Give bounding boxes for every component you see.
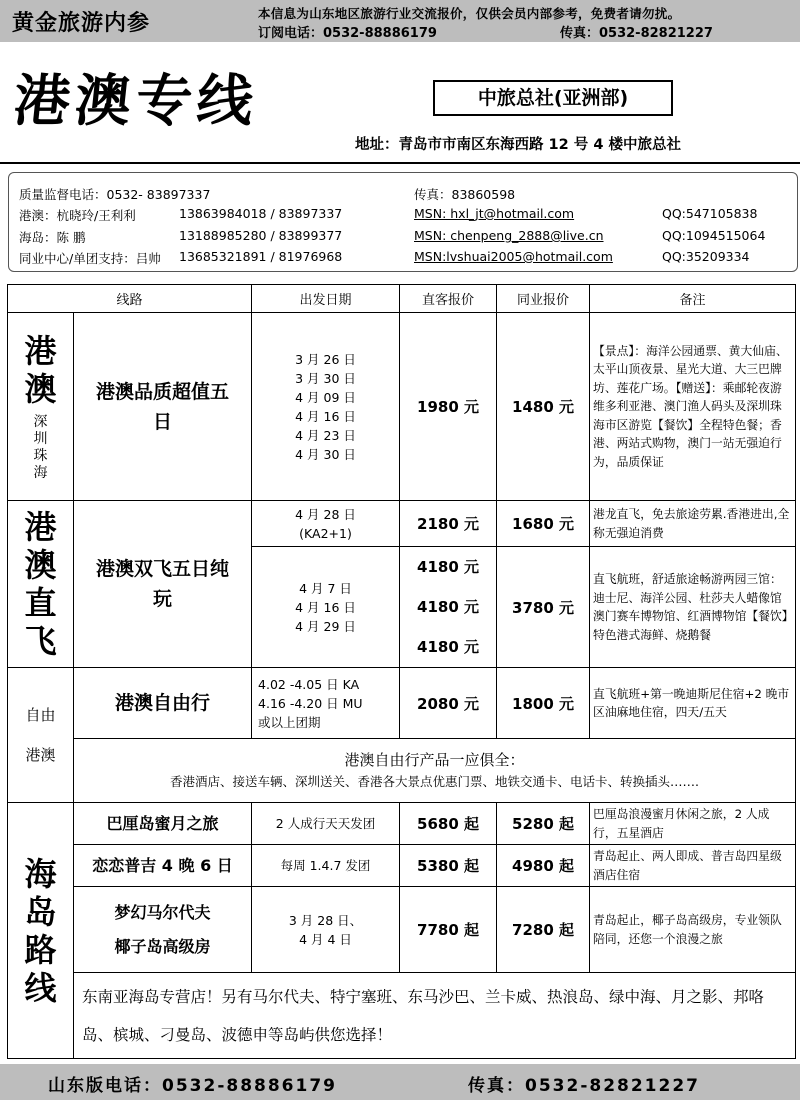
product-name: 港澳双飞五日纯玩 xyxy=(74,501,252,668)
contact-label: 港澳：杭晓玲/王利利 xyxy=(19,208,136,223)
table-row xyxy=(8,668,796,739)
table-header-row xyxy=(8,285,796,313)
header-direct-price: 直客报价 xyxy=(400,285,497,313)
product-name: 港澳自由行 xyxy=(74,668,252,739)
free-travel-summary: 港澳自由行产品一应俱全： 香港酒店、接送车辆、深圳送关、香港各大景点优惠门票、地铁交通卡、电话卡、转换插头……. xyxy=(74,739,796,803)
trade-price: 1480 元 xyxy=(497,313,590,501)
section-flight: 港澳直飞 xyxy=(8,501,74,668)
table-row xyxy=(8,501,796,547)
product-name: 恋恋普吉 4 晚 6 日 xyxy=(74,845,252,887)
section-hk-sub: 深圳珠海 xyxy=(33,413,48,481)
product-name: 巴厘岛蜜月之旅 xyxy=(74,803,252,845)
island-promo: 东南亚海岛专营店！另有马尔代夫、特宁塞班、东马沙巴、兰卡威、热浪岛、绿中海、月之影、邦咯岛、槟城、刁曼岛、波德申等岛屿供您选择！ xyxy=(74,973,796,1059)
order-phone: 订阅电话：0532-88886179 xyxy=(258,26,437,41)
header-date: 出发日期 xyxy=(252,285,400,313)
top-header-bar xyxy=(0,0,800,42)
departure-dates: 3 月 28 日、 4 月 4 日 xyxy=(252,887,400,973)
header-route: 线路 xyxy=(8,285,252,313)
trade-price: 1800 元 xyxy=(497,668,590,739)
table-row xyxy=(8,739,796,803)
header-notes: 备注 xyxy=(590,285,796,313)
disclaimer-text: 本信息为山东地区旅游行业交流报价，仅供会员内部参考，免费者请勿扰。 xyxy=(258,6,681,21)
departure-dates: 4 月 28 日 (KA2+1) xyxy=(252,501,400,547)
departure-dates: 4 月 7 日 4 月 16 日 4 月 29 日 xyxy=(252,547,400,668)
departure-dates: 4.02 -4.05 日 KA 4.16 -4.20 日 MU 或以上团期 xyxy=(252,668,400,739)
footer-phone: 山东版电话：0532-88886179 xyxy=(48,1076,337,1096)
header-fax: 传真：0532-82821227 xyxy=(560,26,713,41)
direct-price: 2180 元 xyxy=(400,501,497,547)
direct-price: 7780 起 xyxy=(400,887,497,973)
contact-msn[interactable]: MSN: hxl_jt@hotmail.com xyxy=(414,206,575,221)
notes: 【景点】：海洋公园通票、黄大仙庙、太平山顶夜景、星光大道、大三巴牌坊、莲花广场。【赠送】：乘邮轮夜游维多利亚港、澳门渔人码头及深圳珠海市区游览【餐饮】全程特色餐；香港、两站式购物，澳门一站无强迫行为，品质保证 xyxy=(590,313,796,501)
contact-phone: 13188985280 / 83899377 xyxy=(179,228,343,243)
notes: 青岛起止，椰子岛高级房，专业领队陪同，还您一个浪漫之旅 xyxy=(590,887,796,973)
section-island: 海岛路线 xyxy=(8,803,74,1059)
direct-price: 4180 元 4180 元 4180 元 xyxy=(400,547,497,668)
trade-price: 1680 元 xyxy=(497,501,590,547)
departure-dates: 2 人成行天天发团 xyxy=(252,803,400,845)
agency-name: 中旅总社(亚洲部) xyxy=(433,80,673,116)
notes: 直飞航班+第一晚迪斯尼住宿+2 晚市区油麻地住宿，四天/五天 xyxy=(590,668,796,739)
notes: 直飞航班，舒适旅途畅游两园三馆：迪士尼、海洋公园、杜莎夫人蜡像馆澳门赛车博物馆、红酒博物馆【餐饮】特色港式海鲜、烧鹅餐 xyxy=(590,547,796,668)
direct-price: 5380 起 xyxy=(400,845,497,887)
page-title: 港澳专线 xyxy=(10,68,262,134)
contacts-box xyxy=(8,172,798,272)
table-row xyxy=(8,313,796,501)
notes: 巴厘岛浪漫蜜月休闲之旅，2 人成行，五星酒店 xyxy=(590,803,796,845)
footer-fax: 传真：0532-82821227 xyxy=(468,1076,700,1096)
direct-price: 5680 起 xyxy=(400,803,497,845)
trade-price: 4980 起 xyxy=(497,845,590,887)
contact-phone: 13685321891 / 81976968 xyxy=(179,249,343,264)
section-hk: 港澳 深圳珠海 xyxy=(8,313,74,501)
divider xyxy=(0,162,800,164)
trade-price: 3780 元 xyxy=(497,547,590,668)
section-free: 自由 港澳 xyxy=(8,668,74,803)
table-row xyxy=(8,803,796,845)
contact-qq: QQ:35209334 xyxy=(662,249,750,264)
contact-qq: QQ:547105838 xyxy=(662,206,758,221)
price-table xyxy=(7,284,796,1059)
departure-dates: 3 月 26 日 3 月 30 日 4 月 09 日 4 月 16 日 4 月 23 日 4 月 30 日 xyxy=(252,313,400,501)
notes: 港龙直飞，免去旅途劳累.香港进出,全称无强迫消费 xyxy=(590,501,796,547)
trade-price: 5280 起 xyxy=(497,803,590,845)
direct-price: 1980 元 xyxy=(400,313,497,501)
product-name: 梦幻马尔代夫 椰子岛高级房 xyxy=(74,887,252,973)
footer-bar xyxy=(0,1064,800,1100)
contact-msn[interactable]: MSN: chenpeng_2888@live.cn xyxy=(414,228,604,243)
contacts-fax: 传真：83860598 xyxy=(414,187,516,202)
header-trade-price: 同业报价 xyxy=(497,285,590,313)
trade-price: 7280 起 xyxy=(497,887,590,973)
brand-title: 黄金旅游内参 xyxy=(12,11,151,36)
quality-phone: 质量监督电话：0532- 83897337 xyxy=(19,187,211,202)
contact-label: 同业中心/单团支持：吕帅 xyxy=(19,251,161,266)
product-name: 港澳品质超值五日 xyxy=(74,313,252,501)
departure-dates: 每周 1.4.7 发团 xyxy=(252,845,400,887)
table-row xyxy=(8,845,796,887)
table-row xyxy=(8,887,796,973)
direct-price: 2080 元 xyxy=(400,668,497,739)
notes: 青岛起止、两人即成、普吉岛四星级酒店住宿 xyxy=(590,845,796,887)
agency-address: 地址：青岛市市南区东海西路 12 号 4 楼中旅总社 xyxy=(355,137,681,153)
contact-label: 海岛：陈 鹏 xyxy=(19,230,86,245)
contact-msn[interactable]: MSN:lvshuai2005@hotmail.com xyxy=(414,249,613,264)
contact-qq: QQ:1094515064 xyxy=(662,228,766,243)
contact-phone: 13863984018 / 83897337 xyxy=(179,206,343,221)
table-row xyxy=(8,973,796,1059)
